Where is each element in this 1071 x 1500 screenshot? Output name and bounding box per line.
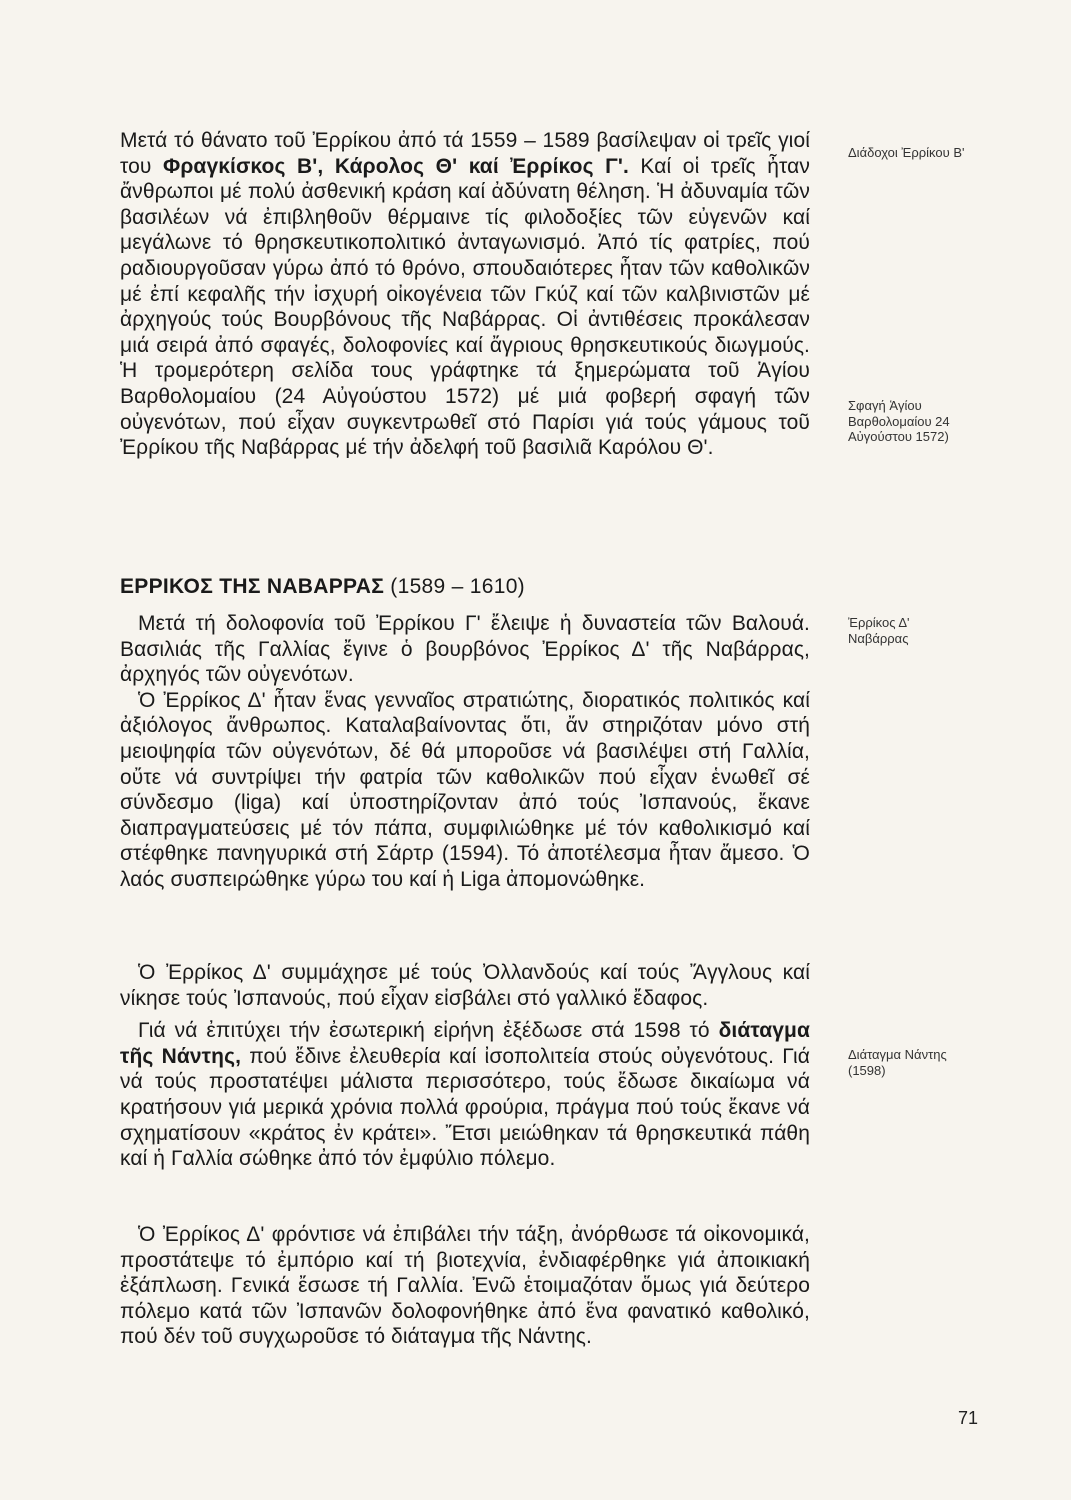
section-2-heading: [120, 574, 810, 600]
paragraph-succession: [120, 128, 810, 461]
paragraph-reforms: Ὁ Ἐρρίκος Δ' φρόντισε νά ἐπιβάλει τήν τάξη, ἀνόρθωσε τά οἰκονομικά, προστάτεψε τό ἐμπόριο καί τή βιοτεχνία, ἐνδιαφέρθηκε γιά ἀποικιακή ἐξάπλωση. Γενικά ἔσωσε τή Γαλλία. Ἐνῶ ἑτοιμαζόταν ὅμως γιά δεύτερο πόλεμο κατά τῶν Ἰσπανῶν δολοφονήθηκε ἀπό ἕνα φανατικό καθολικό, πού δέν τοῦ συγχωροῦσε τό διάταγμα τῆς Νάντης.: [120, 1223, 810, 1349]
text-run: Μετά τό θάνατο τοῦ Ἐρρίκου ἀπό τά 1559 – 1589 βασίλεψαν οἱ τρεῖς γιοί του: [120, 129, 810, 178]
heading-years: (1589 – 1610): [390, 575, 525, 598]
heading-text: ΕΡΡΙΚΟΣ ΤΗΣ ΝΑΒΑΡΡΑΣ: [120, 575, 385, 598]
section-2-body-a: [120, 611, 810, 893]
paragraph-valois-end: Μετά τή δολοφονία τοῦ Ἐρρίκου Γ' ἔλειψε ἡ δυναστεία τῶν Βαλουά. Βασιλιάς τῆς Γαλλίας ἔγινε ὁ βουρβόνος Ἐρρίκος Δ' τῆς Ναβάρρας, ἀρχηγός τῶν οὐγενότων.: [120, 612, 810, 687]
paragraph-alliance: Ὁ Ἐρρίκος Δ' συμμάχησε μέ τούς Ὀλλανδούς καί τούς Ἄγγλους καί νίκησε τούς Ἰσπανούς, πού εἶχαν εἰσβάλει στό γαλλικό ἔδαφος.: [120, 961, 810, 1010]
bold-kings: Φραγκίσκος Β', Κάρολος Θ' καί Ἐρρίκος Γ'.: [163, 154, 629, 178]
paragraph-edict: [120, 1018, 810, 1172]
text-run: πού ἔδινε ἐλευθερία καί ἰσοπολιτεία στούς οὐγενότους. Γιά νά τούς προστατέψει μάλιστα περισσότερο, τούς ἔδωσε δικαίωμα νά κρατήσουν γιά μερικά χρόνια πολλά φρούρια, πράγμα πού τούς ἔκανε νά σχηματίσουν «κράτος ἐν κράτει». Ἔτσι μειώθηκαν τά θρησκευτικά πάθη καί ἡ Γαλλία σώθηκε ἀπό τόν ἐμφύλιο πόλεμο.: [120, 1044, 811, 1171]
page-number: 71: [958, 1408, 979, 1428]
section-2-body-c: [120, 1222, 810, 1350]
paragraph-henry-character: Ὁ Ἐρρίκος Δ' ἦταν ἕνας γενναῖος στρατιώτης, διορατικός πολιτικός καί ἀξιόλογος ἄνθρωπος. Καταλαβαίνοντας ὅτι, ἄν στηριζόταν μόνο στή μειοψηφία τῶν οὐγενότων, δέ θά μποροῦσε νά βασιλέψει στή Γαλλία, οὔτε νά συντρίψει τήν φατρία τῶν καθολικῶν πού εἶχαν ἑνωθεῖ σέ σύνδεσμο (liga) καί ὑποστηρίζονταν ἀπό τούς Ἰσπανούς, ἔκανε διαπραγματεύσεις μέ τόν πάπα, συμφιλιώθηκε μέ τόν καθολικισμό καί στέφθηκε πανηγυρικά στή Σάρτρ (1594). Τό ἀποτέλεσμα ἦταν ἄμεσο. Ὁ λαός συσπειρώθηκε γύρω του καί ἡ Liga ἀπομονώθηκε.: [120, 688, 810, 891]
margin-note-successors: Διάδοχοι Ἐρρίκου Β': [848, 145, 965, 160]
margin-note-edict: Διάταγμα Νάντης (1598): [848, 1047, 947, 1078]
section-title: [120, 574, 810, 600]
text-run: Γιά νά ἐπιτύχει τήν ἐσωτερική εἰρήνη ἐξέδωσε στά 1598 τό: [138, 1019, 719, 1043]
section-2-body-b: [120, 960, 810, 1172]
margin-note-massacre: Σφαγή Ἁγίου Βαρθολομαίου 24 Αὐγούστου 1572): [848, 398, 950, 444]
text-run: Καί οἱ τρεῖς ἦταν ἄνθρωποι μέ πολύ ἀσθενική κράση καί ἀδύνατη θέληση. Ἡ ἀδυναμία τῶν βασιλέων νά ἐπιβληθοῦν θέρμαινε τίς φιλοδοξίες τῶν εὐγενῶν καί μεγάλωνε τό θρησκευτικοπολιτικό ἀνταγωνισμό. Ἀπό τίς φατρίες, πού ραδιουργοῦσαν γύρω ἀπό τό θρόνο, σπουδαιότερες ἦταν τῶν καθολικῶν μέ ἐπί κεφαλῆς τήν ἰσχυρή οἰκογένεια τῶν Γκύζ καί τῶν καλβινιστῶν μέ ἀρχηγούς τούς Βουρβόνους τῆς Ναβάρρας. Οἱ ἀντιθέσεις προκάλεσαν μιά σειρά ἀπό σφαγές, δολοφονίες καί ἄγριους θρησκευτικούς διωγμούς. Ἡ τρομερότερη σελίδα τους γράφτηκε τά ξημερώματα τοῦ Ἁγίου Βαρθολομαίου (24 Αὐγούστου 1572) μέ μιά φοβερή σφαγή τῶν οὐγενότων, πού εἶχαν συγκεντρωθεῖ στό Παρίσι γιά τούς γάμους τοῦ Ἐρρίκου τῆς Ναβάρρας μέ τήν ἀδελφή τοῦ βασιλιᾶ Καρόλου Θ'.: [120, 154, 811, 460]
section-1: [120, 128, 810, 461]
margin-note-henry-iv: Ἐρρίκος Δ' Ναβάρρας: [848, 615, 910, 646]
bold-edict: διάταγμα τῆς Νάντης,: [120, 1019, 810, 1068]
